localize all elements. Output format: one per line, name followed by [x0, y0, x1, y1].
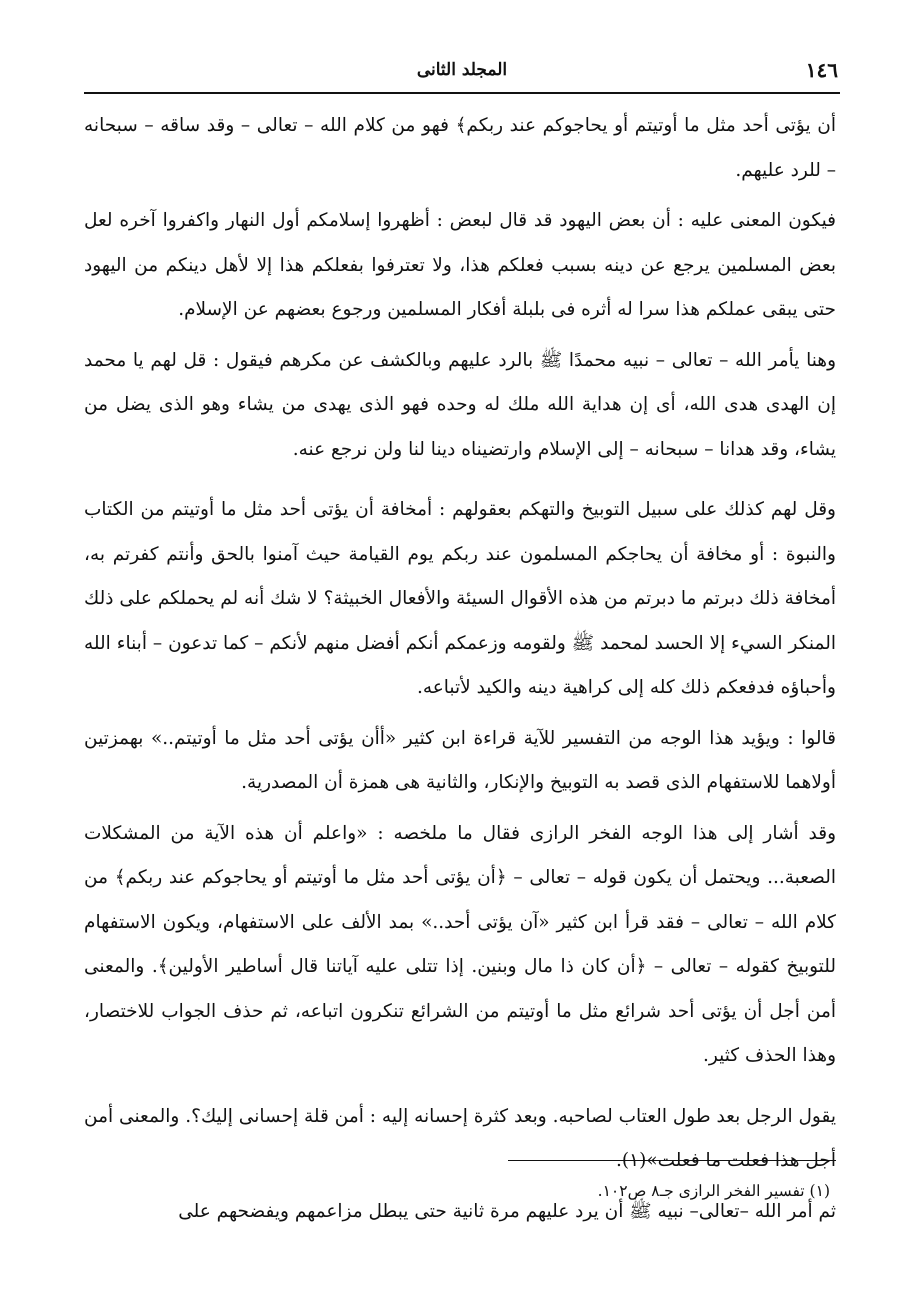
header-divider: [84, 92, 840, 94]
page-header: [86, 52, 838, 88]
footnote: (١) تفسير الفخر الرازى جـ٨ ص١٠٢.: [597, 1182, 830, 1200]
paragraph-1: أن يؤتى أحد مثل ما أوتيتم أو يحاجوكم عند ربكم﴾ فهو من كلام الله – تعالى – وقد ساقه – سبحانه – للرد عليهم.: [84, 115, 836, 181]
paragraph-gap: [84, 1085, 836, 1095]
paragraph-3: وهنا يأمر الله – تعالى – نبيه محمدًا ﷺ بالرد عليهم وبالكشف عن مكرهم فيقول : قل لهم يا محمد إن الهدى هدى الله، أى إن هداية الله ملك له وحده فهو الذى يهدى من يشاء وهو الذى يضل من يشاء، وقد هدانا – سبحانه – إلى الإسلام وارتضيناه دينا لنا ولن نرجع عنه.: [84, 349, 836, 460]
paragraph-gap: [84, 478, 836, 488]
body-text: [84, 104, 836, 1240]
paragraph-8: ثم أمر الله –تعالى– نبيه ﷺ أن يرد عليهم مرة ثانية حتى يبطل مزاعمهم ويفضحهم على: [178, 1200, 836, 1222]
paragraph-2: فيكون المعنى عليه : أن بعض اليهود قد قال لبعض : أظهروا إسلامكم أول النهار واكفروا آخره لعل بعض المسلمين يرجع عن دينه بسبب فعلكم هذا، ولا تعترفوا بفعلكم هذا إلا لأهل دينكم من اليهود حتى يبقى عملكم هذا سرا له أثره فى بلبلة أفكار المسلمين ورجوع بعضهم عن الإسلام.: [84, 210, 836, 320]
page-number: ١٤٦: [805, 58, 838, 82]
paragraph-4: وقل لهم كذلك على سبيل التوبيخ والتهكم بعقولهم : أمخافة أن يؤتى أحد مثل ما أوتيتم من الكتاب والنبوة : أو مخافة أن يحاجكم المسلمون عند ربكم يوم القيامة حيث آمنوا بالحق وأنتم كفرتم به، أمخافة ذلك دبرتم ما دبرتم من هذه الأقوال السيئة والأفعال الخبيثة؟ لا شك أنه لم يحملكم على ذلك المنكر السيء إلا الحسد لمحمد ﷺ ولقومه وزعمكم أنكم أفضل منهم لأنكم – كما تدعون – أبناء الله وأحباؤه فدفعكم ذلك كله إلى كراهية دينه والكيد لأتباعه.: [84, 499, 836, 698]
running-title: المجلد الثانى: [416, 60, 508, 80]
paragraph-7: يقول الرجل بعد طول العتاب لصاحبه. وبعد كثرة إحسانه إليه : أمن قلة إحسانى إليك؟. والمعنى أمن أجل هذا فعلت ما فعلت»(١).: [84, 1105, 836, 1171]
paragraph-6: وقد أشار إلى هذا الوجه الفخر الرازى فقال ما ملخصه : «واعلم أن هذه الآية من المشكلات الصعبة... ويحتمل أن يكون قوله – تعالى – ﴿أن يؤتى أحد مثل ما أوتيتم أو يحاجوكم عند ربكم﴾ من كلام الله – تعالى – فقد قرأ ابن كثير «آن يؤتى أحد..» بمد الألف على الاستفهام، ويكون الاستفهام للتوبيخ كقوله – تعالى – ﴿أن كان ذا مال وبنين. إذا تتلى عليه آياتنا قال أساطير الأولين﴾. والمعنى أمن أجل أن يؤتى أحد شرائع مثل ما أوتيتم من الشرائع تنكرون اتباعه، ثم حذف الجواب للاختصار، وهذا الحذف كثير.: [84, 822, 836, 1066]
paragraph-5: قالوا : ويؤيد هذا الوجه من التفسير للآية قراءة ابن كثير «أأن يؤتى أحد مثل ما أوتيتم..» بهمزتين أولاهما للاستفهام الذى قصد به التوبيخ والإنكار، والثانية هى همزة أن المصدرية.: [84, 727, 836, 793]
footnote-divider: [508, 1160, 836, 1161]
